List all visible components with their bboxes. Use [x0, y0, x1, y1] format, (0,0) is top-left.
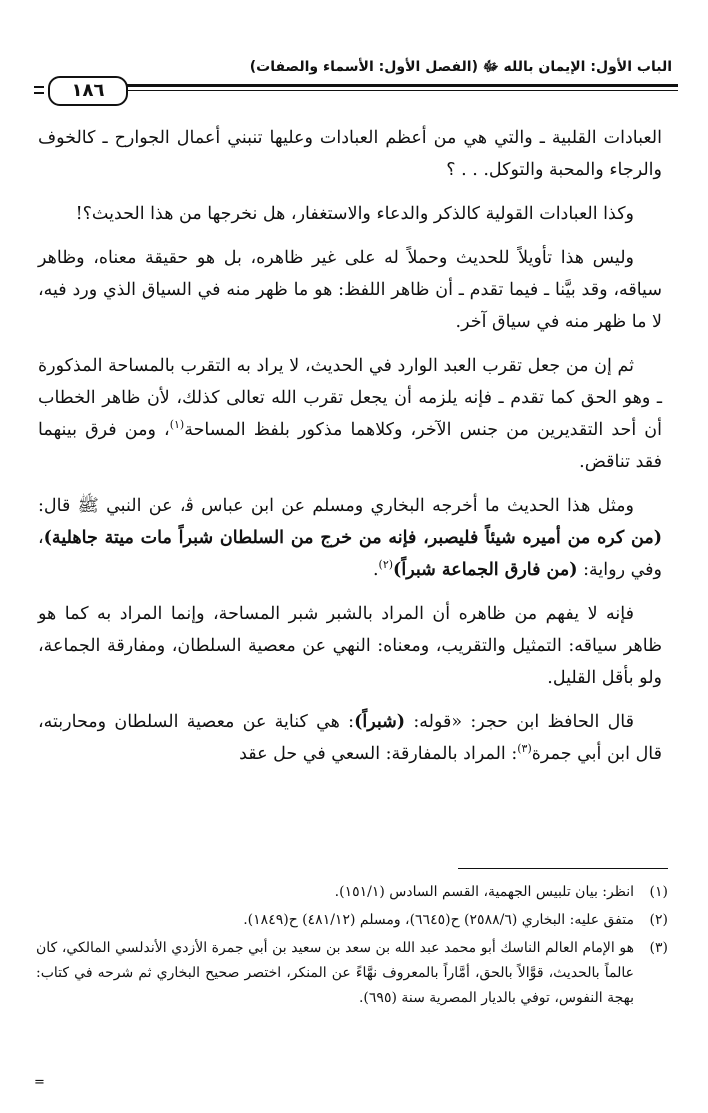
footnote-text: انظر: بيان تلبيس الجهمية، القسم السادس (١٥١/١). [334, 884, 634, 900]
footnote-ref-3: (٣) [517, 742, 532, 756]
paragraph-5 [38, 490, 662, 586]
footnote-number: (١) [649, 884, 668, 900]
continuation-mark: = [34, 1075, 45, 1090]
paragraph-3: وليس هذا تأويلاً للحديث وحملاً له على غير ظاهره، بل هو حقيقة معناه، وظاهر سياقه، وقد بيَّنا ـ فيما تقدم ـ أن ظاهر اللفظ: هو ما ظهر منه في السياق الذي ورد فيه، لا ما ظهر منه في سياق آخر. [38, 248, 662, 332]
hadith-quote-1: (من كره من أميره شيئاً فليصبر، فإنه من خرج من السلطان شبراً مات ميتة جاهلية) [43, 528, 662, 548]
page-number: ١٨٦ [48, 76, 128, 106]
footnote-text: متفق عليه: البخاري (٢٥٨٨/٦) ح(٦٦٤٥)، ومسلم (٤٨١/١٢) ح(١٨٤٩). [243, 912, 634, 928]
paragraph-6: فإنه لا يفهم من ظاهره أن المراد بالشبر شبر المساحة، وإنما المراد به كما هو ظاهر سياقه: التمثيل والتقريب، ومعناه: النهي عن معصية السلطان، ومفارقة الجماعة، ولو بأقل القليل. [38, 604, 662, 688]
paragraph-4-text: ثم إن من جعل تقرب العبد الوارد في الحديث، لا يراد به التقرب بالمساحة المذكورة ـ وهو الحق كما تقدم ـ فإنه يلزمه أن يجعل تقرب الله تعالى كذلك، لأن ظاهر الخطاب أن أحد التقديرين من جنس الآخر، وكلاهما مذكور بلفظ المساحة [38, 356, 663, 440]
main-text [38, 122, 662, 782]
hadith-quote-2: (من فارق الجماعة شبراً) [393, 560, 578, 580]
footnotes [36, 880, 668, 1014]
header-dash-mark [34, 86, 44, 94]
paragraph-4-end: ، ومن فرق بينهما فقد تناقض. [38, 420, 662, 472]
paragraph-5-middle: ، وفي رواية: [38, 528, 662, 580]
paragraph-7-end: : المراد بالمفارقة: السعي في حل عقد [239, 744, 518, 764]
footnote-2 [36, 908, 668, 933]
quoted-word: (شبراً) [354, 712, 406, 732]
paragraph-5-end: . [372, 560, 379, 580]
footnote-1 [36, 880, 668, 905]
footnote-ref-1: (١) [169, 418, 185, 432]
footnote-ref-2: (٢) [378, 558, 394, 572]
footnote-number: (٣) [649, 940, 668, 956]
footnote-separator [458, 868, 668, 869]
paragraph-1: العبادات القلبية ـ والتي هي من أعظم العبادات وعليها تنبني أعمال الجوارح ـ كالخوف والرجاء والمحبة والتوكل. . . ؟ [38, 128, 662, 180]
paragraph-4 [38, 350, 662, 478]
footnote-number: (٢) [649, 912, 668, 928]
paragraph-2: وكذا العبادات القولية كالذكر والدعاء والاستغفار، هل نخرجها من هذا الحديث؟! [75, 204, 634, 224]
footnote-text: هو الإمام العالم الناسك أبو محمد عبد الله بن سعد بن سعيد بن أبي جمرة الأزدي الأندلسي المالكي، كان عالماً بالحديث، قوَّالاً بالحق، أمَّاراً بالمعروف نهَّاءً عن المنكر، اختصر صحيح البخاري ثم شرحه في كتاب: بهجة النفوس، توفي بالديار المصرية سنة (٦٩٥). [36, 940, 634, 1006]
footnote-3 [36, 936, 668, 1011]
paragraph-7 [38, 706, 662, 770]
header-rule [100, 84, 678, 91]
paragraph-5-intro: ومثل هذا الحديث ما أخرجه البخاري ومسلم عن ابن عباس ﭬ، عن النبي ﷺ قال: [38, 496, 634, 516]
running-header-title: الباب الأول: الإيمان بالله ﷻ (الفصل الأول: الأسماء والصفات) [249, 59, 672, 75]
paragraph-7-middle: : هي كناية عن معصية السلطان ومحاربته، قال ابن أبي جمرة [38, 712, 662, 764]
paragraph-7-intro: قال الحافظ ابن حجر: «قوله: [405, 712, 634, 732]
